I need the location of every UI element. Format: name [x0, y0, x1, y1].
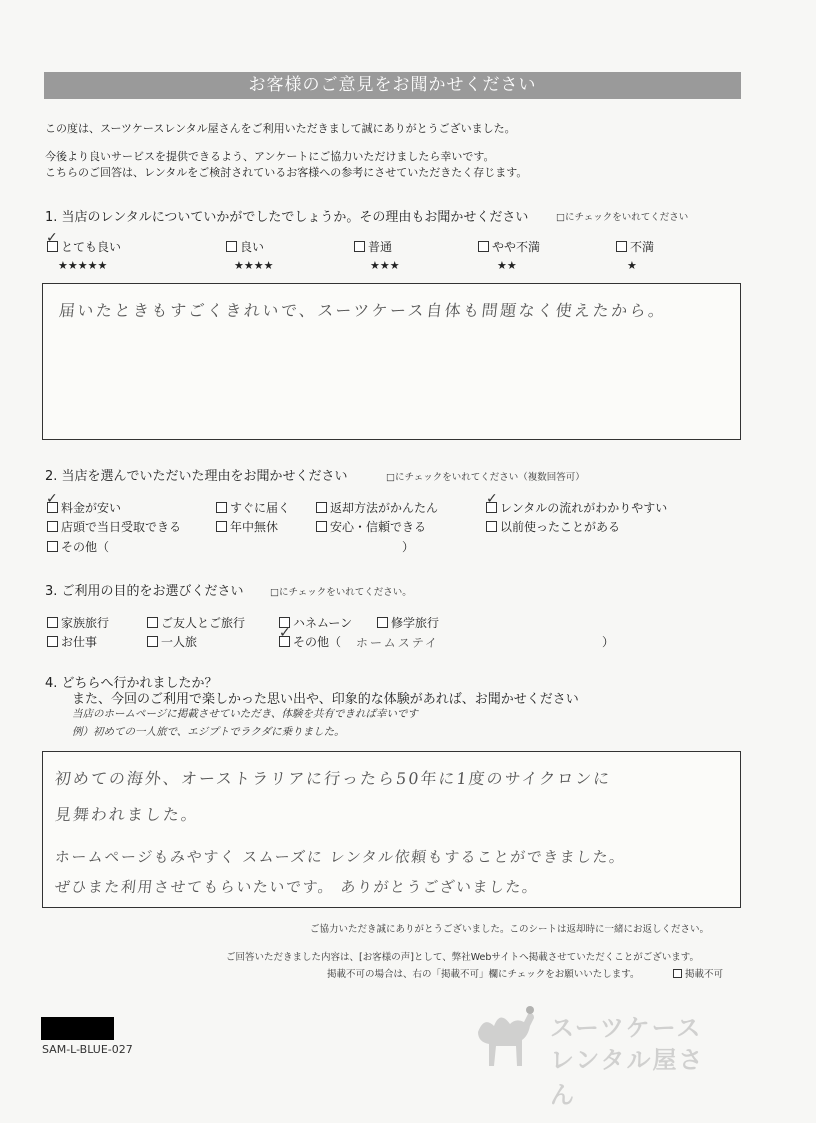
checkbox[interactable]: [216, 521, 227, 532]
checkbox[interactable]: [147, 617, 158, 628]
q2-question: 2. 当店を選んでいただいた理由をお聞かせください: [45, 469, 348, 484]
q4-answer-line-1: 初めての海外、オーストラリアに行ったら50年に1度のサイクロンに: [53, 769, 613, 788]
page-title: お客様のご意見をお聞かせください: [44, 72, 741, 99]
checkbox[interactable]: [216, 502, 227, 513]
q4-example: 例）初めての一人旅で、エジプトでラクダに乗りました。: [72, 726, 345, 738]
q2-option-easy-return[interactable]: [316, 499, 438, 516]
q4-answer-box[interactable]: [42, 751, 741, 908]
q4-note: 当店のホームページに掲載させていただき、体験を共有できれば幸いです: [72, 708, 418, 720]
check-mark-icon: ✓: [46, 230, 58, 246]
q2-option-trustworthy[interactable]: [316, 518, 426, 535]
option-label: 料金が安い: [61, 501, 122, 515]
q1-option-good[interactable]: [226, 238, 264, 255]
option-label: お仕事: [61, 635, 98, 649]
q3-other-value: ホームステイ: [355, 636, 440, 650]
check-mark-icon: ✓: [46, 491, 58, 507]
q4-question: 4. どちらへ行かれましたか？: [45, 676, 218, 691]
q4-answer-line-4: ぜひまた利用させてもらいたいです。 ありがとうございました。: [54, 878, 540, 896]
q3-option-solo[interactable]: [147, 633, 197, 650]
opt-out-option[interactable]: [673, 966, 723, 980]
q4-answer-line-3: ホームページもみやすく スムーズに レンタル依頼もすることができました。: [54, 848, 627, 866]
q1-option-somewhat-unsatisfied[interactable]: [478, 238, 540, 255]
option-label: 家族旅行: [61, 616, 110, 630]
checkbox[interactable]: [147, 636, 158, 647]
form-code: SAM-L-BLUE-027: [42, 1043, 133, 1056]
stars-2: ★★: [497, 259, 517, 272]
checkbox[interactable]: [486, 521, 497, 532]
checkbox[interactable]: [316, 502, 327, 513]
check-mark-icon: ✓: [279, 625, 291, 641]
option-label: 以前使ったことがある: [500, 520, 621, 534]
q3-option-school-trip[interactable]: [377, 614, 439, 631]
q3-hint: □にチェックをいれてください。: [270, 587, 412, 598]
checkbox[interactable]: [47, 521, 58, 532]
q2-option-open-all-year[interactable]: [216, 518, 278, 535]
q3-option-business[interactable]: [47, 633, 97, 650]
option-label: 不満: [630, 240, 655, 254]
q1-hint: □にチェックをいれてください: [556, 212, 689, 223]
option-label: 修学旅行: [391, 616, 440, 630]
q3-option-friends[interactable]: [147, 614, 245, 631]
checkbox[interactable]: [478, 241, 489, 252]
option-label: やや不満: [492, 240, 541, 254]
checkbox[interactable]: [673, 969, 682, 978]
option-label: 一人旅: [161, 635, 198, 649]
option-label: すぐに届く: [230, 501, 291, 515]
option-label: 店頭で当日受取できる: [61, 520, 182, 534]
option-label: 掲載不可: [685, 969, 724, 980]
camel-icon: [470, 1002, 540, 1074]
q2-option-cheap[interactable]: [47, 499, 121, 516]
option-label: ハネムーン: [293, 616, 353, 630]
q2-hint: □にチェックをいれてください（複数回答可）: [386, 472, 585, 483]
stars-4: ★★★★: [234, 259, 274, 272]
q3-question: 3. ご利用の目的をお選びください: [45, 584, 244, 599]
q2-option-fast-delivery[interactable]: [216, 499, 290, 516]
redaction-block: [41, 1017, 114, 1040]
q3-option-family[interactable]: [47, 614, 109, 631]
option-label: 年中無休: [230, 520, 279, 534]
option-label: その他（: [293, 635, 342, 649]
option-label: 良い: [240, 240, 265, 254]
stars-1: ★: [627, 259, 637, 272]
checkbox[interactable]: [226, 241, 237, 252]
option-label: とても良い: [61, 240, 122, 254]
checkbox[interactable]: [47, 636, 58, 647]
footer-thanks: ご協力いただき誠にありがとうございました。このシートは返却時に一緒にお返しください。: [310, 924, 710, 935]
option-label: ご友人とご旅行: [161, 616, 246, 630]
option-label: レンタルの流れがわかりやすい: [500, 501, 668, 515]
q3-other-close-paren: ）: [602, 635, 615, 649]
checkbox[interactable]: [377, 617, 388, 628]
footer-notice: ご回答いただきました内容は、[お客様の声]として、弊社Webサイトへ掲載させていただくことがございます。: [226, 952, 700, 963]
q1-option-unsatisfied[interactable]: [616, 238, 654, 255]
option-label: 普通: [368, 240, 393, 254]
option-label: その他（: [61, 540, 110, 554]
q1-option-very-good[interactable]: [47, 238, 121, 255]
q2-option-other[interactable]: [47, 538, 109, 555]
check-mark-icon: ✓: [486, 491, 498, 507]
footer-opt-out: 掲載不可の場合は、右の「掲載不可」欄にチェックをお願いいたします。: [327, 969, 640, 980]
q4-answer-line-2: 見舞われました。: [53, 805, 200, 824]
option-label: 返却方法がかんたん: [330, 501, 439, 515]
stars-5: ★★★★★: [58, 259, 108, 272]
q2-other-close-paren: ）: [402, 540, 415, 554]
q2-option-same-day-pickup[interactable]: [47, 518, 181, 535]
stars-3: ★★★: [370, 259, 400, 272]
q4-question-2: また、今回のご利用で楽しかった思い出や、印象的な体験があれば、お聞かせください: [72, 692, 579, 707]
q1-answer-box[interactable]: [42, 283, 741, 440]
checkbox[interactable]: [354, 241, 365, 252]
q2-option-clear-flow[interactable]: [486, 499, 667, 516]
option-label: 安心・信頼できる: [330, 520, 427, 534]
logo-line-1: スーツケース: [550, 1014, 703, 1042]
intro-line-3: こちらのご回答は、レンタルをご検討されているお客様への参考にさせていただきたく存じます。: [45, 166, 528, 179]
checkbox[interactable]: [47, 541, 58, 552]
checkbox[interactable]: [47, 617, 58, 628]
logo-line-2: レンタル屋さん: [550, 1046, 705, 1109]
q2-option-used-before[interactable]: [486, 518, 620, 535]
intro-line-2: 今後より良いサービスを提供できるよう、アンケートにご協力いただけましたら幸いです。: [45, 150, 495, 163]
checkbox[interactable]: [316, 521, 327, 532]
checkbox[interactable]: [616, 241, 627, 252]
company-logo: [470, 1002, 720, 1109]
q1-answer-text: 届いたときもすごくきれいで、スーツケース自体も問題なく使えたから。: [57, 301, 668, 320]
q1-option-normal[interactable]: [354, 238, 392, 255]
q1-question: 1. 当店のレンタルについていかがでしたでしょうか。その理由もお聞かせください: [45, 210, 529, 225]
intro-line-1: この度は、スーツケースレンタル屋さんをご利用いただきまして誠にありがとうございました。: [45, 122, 516, 135]
